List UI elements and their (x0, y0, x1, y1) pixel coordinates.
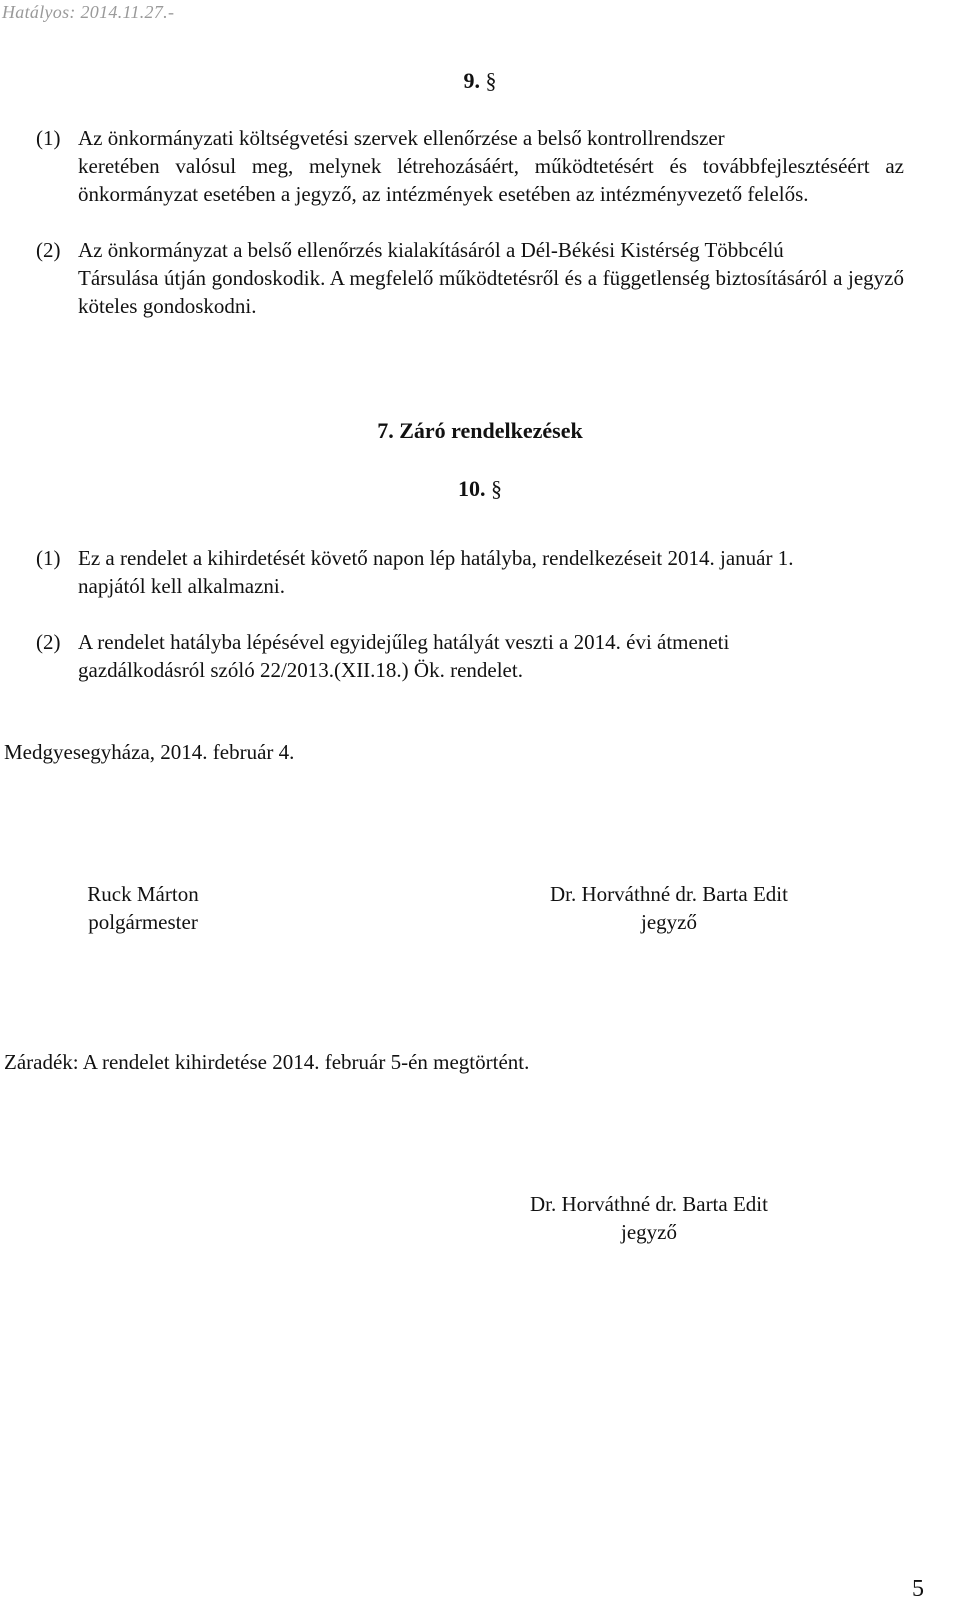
mayor-title: polgármester (88, 910, 198, 934)
paragraph-continuation: Társulása útján gondoskodik. A megfelelő működtetésről és a függetlenség biztosításáról a jegyző köteles gondoskodni. (78, 266, 904, 318)
paragraph-first-line: Ez a rendelet a kihirdetését követő napon lép hatályba, rendelkezéseit 2014. január 1. (78, 546, 794, 570)
section-10-paragraph-1 (36, 544, 904, 600)
mayor-name: Ruck Márton (87, 882, 199, 906)
section-sign: § (485, 68, 497, 93)
section-sign: § (491, 476, 502, 501)
chapter-7-title: 7. Záró rendelkezések (377, 418, 583, 443)
notary-title: jegyző (641, 910, 697, 934)
paragraph-first-line: Az önkormányzati költségvetési szervek ellenőrzése a belső kontrollrendszer (78, 126, 725, 150)
notary-name: Dr. Horváthné dr. Barta Edit (550, 882, 788, 906)
paragraph-first-line: A rendelet hatályba lépésével egyidejűleg hatályát veszti a 2014. évi átmeneti (78, 630, 730, 654)
section-10-number: 10. (458, 476, 486, 501)
paragraph-continuation: keretében valósul meg, melynek létrehozásáért, működtetésért és továbbfejlesztéséért az önkormányzat esetében a jegyző, az intézmények esetében az intézményvezető felelős. (78, 154, 904, 206)
publication-clause: Záradék: A rendelet kihirdetése 2014. február 5-én megtörtént. (4, 1050, 530, 1074)
section-9-number: 9. (463, 68, 480, 93)
clause-signature-block (508, 1190, 790, 1246)
page-number: 5 (912, 1576, 924, 1602)
paragraph-label: (2) (36, 238, 61, 262)
mayor-signature-block (76, 880, 210, 936)
paragraph-first-line: Az önkormányzat a belső ellenőrzés kialakításáról a Dél-Békési Kistérség Többcélú (78, 238, 784, 262)
paragraph-continuation: napjától kell alkalmazni. (78, 574, 286, 598)
section-9-heading (0, 68, 960, 94)
section-10-heading (0, 476, 960, 502)
paragraph-label: (2) (36, 630, 61, 654)
section-10-paragraph-2 (36, 628, 904, 684)
effective-date-header: Hatályos: 2014.11.27.- (2, 2, 175, 22)
clause-notary-title: jegyző (621, 1220, 677, 1244)
paragraph-label: (1) (36, 126, 61, 150)
place-and-date: Medgyesegyháza, 2014. február 4. (4, 740, 295, 764)
paragraph-continuation: gazdálkodásról szóló 22/2013.(XII.18.) Ök. rendelet. (78, 658, 523, 682)
section-9-paragraph-2 (36, 236, 904, 320)
clause-notary-name: Dr. Horváthné dr. Barta Edit (530, 1192, 768, 1216)
section-9-paragraph-1 (36, 124, 904, 208)
notary-signature-block (528, 880, 810, 936)
paragraph-label: (1) (36, 546, 61, 570)
